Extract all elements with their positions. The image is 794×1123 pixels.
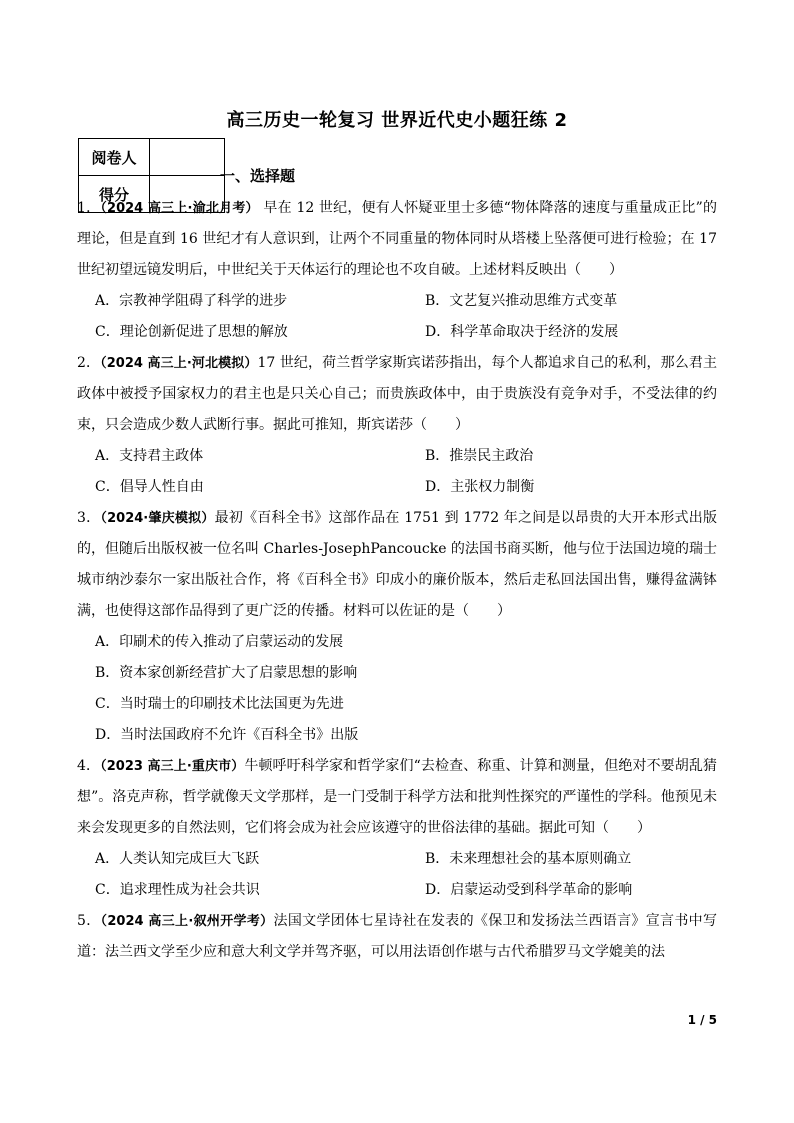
question-number: 3． bbox=[77, 510, 101, 526]
question-list bbox=[77, 193, 717, 968]
question-number: 2． bbox=[77, 355, 101, 371]
question-number: 5． bbox=[77, 913, 101, 929]
question-source: （2024 高三上·叙州开学考） bbox=[100, 914, 274, 929]
reviewer-label: 阅卷人 bbox=[79, 139, 150, 176]
options bbox=[77, 441, 717, 503]
option-c: C．当时瑞士的印刷技术比法国更为先进 bbox=[95, 696, 344, 712]
options bbox=[77, 286, 717, 348]
question-stem: 17 世纪，荷兰哲学家斯宾诺莎指出，每个人都追求自己的私利，那么君主政体中被授予国家权力的君主也是只关心自己；而贵族政体中，由于贵族没有竞争对手，不受法律的约束，只会造成少数人武断行事。据此可推知，斯宾诺莎（ ） bbox=[77, 355, 717, 433]
option-b: B．未来理想社会的基本原则确立 bbox=[425, 851, 632, 867]
question-3 bbox=[77, 503, 717, 751]
option-b: B．推崇民主政治 bbox=[425, 448, 534, 464]
option-a: A．宗教神学阻碍了科学的进步 bbox=[95, 293, 288, 309]
option-d: D．主张权力制衡 bbox=[425, 479, 535, 495]
option-b: B．资本家创新经营扩大了启蒙思想的影响 bbox=[95, 665, 358, 681]
option-a: A．人类认知完成巨大飞跃 bbox=[95, 851, 260, 867]
option-a: A．支持君主政体 bbox=[95, 448, 204, 464]
page-title: 高三历史一轮复习 世界近代史小题狂练 2 bbox=[226, 110, 568, 131]
option-c: C．理论创新促进了思想的解放 bbox=[95, 324, 288, 340]
option-a: A．印刷术的传入推动了启蒙运动的发展 bbox=[95, 634, 344, 650]
score-label: 得分 bbox=[79, 176, 150, 213]
question-5 bbox=[77, 906, 717, 968]
option-c: C．追求理性成为社会共识 bbox=[95, 882, 260, 898]
question-source: （2024 高三上·河北模拟） bbox=[100, 356, 258, 371]
question-stem: 牛顿呼吁科学家和哲学家们“去检查、称重、计算和测量，但绝对不要胡乱猜想”。洛克声称，哲学就像天文学那样，是一门受制于科学方法和批判性探究的严谨性的学科。他预见未来会发现更多的自然法则，它们将会成为社会应该遵守的世俗法律的基础。据此可知（ ） bbox=[77, 758, 717, 836]
question-2 bbox=[77, 348, 717, 503]
page-number: 1 / 5 bbox=[687, 1013, 717, 1027]
question-source: （2023 高三上·重庆市） bbox=[100, 759, 245, 774]
question-number: 4． bbox=[77, 758, 101, 774]
option-d: D．科学革命取决于经济的发展 bbox=[425, 324, 619, 340]
section-heading: 一、选择题 bbox=[220, 167, 296, 185]
option-d: D．启蒙运动受到科学革命的影响 bbox=[425, 882, 633, 898]
option-d: D．当时法国政府不允许《百科全书》出版 bbox=[95, 727, 359, 743]
question-stem: 早在 12 世纪，便有人怀疑亚里士多德“物体降落的速度与重量成正比”的理论，但是直到 16 世纪才有人意识到，让两个不同重量的物体同时从塔楼上坠落便可进行检验；在 17 世纪初望远镜发明后，中世纪关于天体运行的理论也不攻自破。上述材料反映出（ ） bbox=[77, 200, 717, 278]
options bbox=[77, 627, 717, 751]
reviewer-cell bbox=[150, 139, 225, 176]
question-stem: 最初《百科全书》这部作品在 1751 到 1772 年之间是以昂贵的大开本形式出版的，但随后出版权被一位名叫 Charles-JosephPancoucke 的法国书商买断，他与位于法国边境的瑞士城市纳沙泰尔一家出版社合作，将《百科全书》印成小的廉价版本，然后走私回法国出售，赚得盆满钵满，也使得这部作品得到了更广泛的传播。材料可以佐证的是（ ） bbox=[77, 510, 717, 619]
question-4 bbox=[77, 751, 717, 906]
option-b: B．文艺复兴推动思维方式变革 bbox=[425, 293, 618, 309]
options bbox=[77, 844, 717, 906]
question-number: 1． bbox=[77, 200, 101, 216]
question-source: （2024·肇庆模拟） bbox=[100, 511, 215, 526]
question-stem: 法国文学团体七星诗社在发表的《保卫和发扬法兰西语言》宣言书中写道：法兰西文学至少应和意大利文学并驾齐驱，可以用法语创作堪与古代希腊罗马文学媲美的法 bbox=[77, 913, 717, 960]
question-1 bbox=[77, 193, 717, 348]
question-source: （2024 高三上·渝北月考） bbox=[100, 201, 259, 216]
option-c: C．倡导人性自由 bbox=[95, 479, 204, 495]
